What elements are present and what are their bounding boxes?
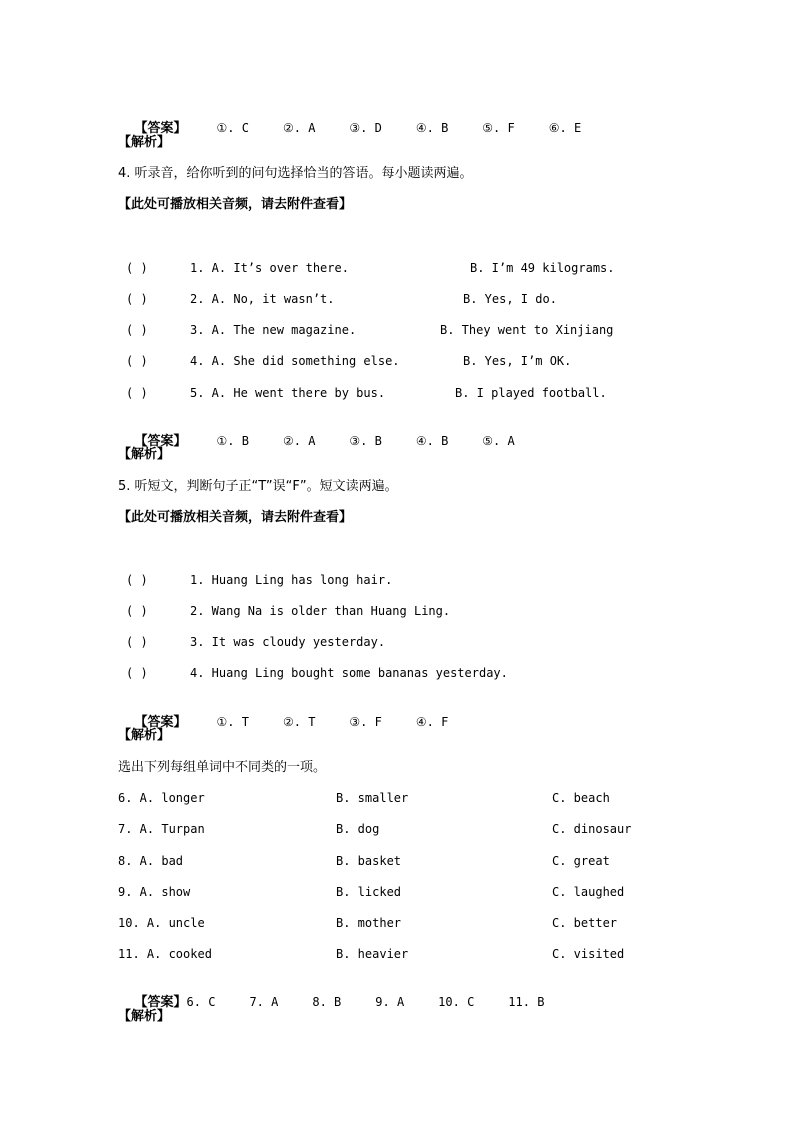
option-c: C. dinosaur [552,822,632,836]
statement-row [118,635,678,651]
option-a: 4. A. She did something else. [190,354,400,368]
question-row [118,354,678,370]
answer-item: 9. A [375,995,405,1009]
answer-list [187,995,579,1009]
option-b: B. licked [336,885,402,899]
answer-list [217,121,616,135]
option-b: B. dog [336,822,380,836]
analysis-label: 【解析】 [118,728,171,743]
option-b: B. smaller [336,791,409,805]
answer-blank: ( ) [126,292,148,306]
answer-item: 8. B [312,995,342,1009]
option-a: 3. A. The new magazine. [190,323,357,337]
sec6-answer-line [118,978,578,1027]
option-b: B. basket [336,854,402,868]
option-a: 10. A. uncle [118,916,205,930]
word-group-row [0,947,794,963]
option-a: 9. A. show [118,885,191,899]
answer-item: ③. F [349,715,382,729]
option-b: B. Yes, I’m OK. [463,354,572,368]
answer-item: 6. C [186,995,216,1009]
statement-text: 2. Wang Na is older than Huang Ling. [190,604,451,618]
answer-list [217,434,549,448]
statement-text: 1. Huang Ling has long hair. [190,573,393,587]
statement-text: 3. It was cloudy yesterday. [190,635,386,649]
sec5-answer-line [118,698,482,747]
answer-item: ④. B [415,434,449,448]
option-a: 5. A. He went there by bus. [190,386,386,400]
answer-item: 10. C [438,995,475,1009]
answer-item: ⑥. E [548,121,582,135]
audio-note: 【此处可播放相关音频，请去附件查看】 [118,197,353,212]
answer-item: ②. A [282,121,316,135]
statement-row [118,604,678,620]
option-b: B. mother [336,916,402,930]
option-a: 2. A. No, it wasn’t. [190,292,335,306]
answer-item: ①. T [216,715,249,729]
option-c: C. beach [552,791,610,805]
option-a: 6. A. longer [118,791,205,805]
audio-note: 【此处可播放相关音频，请去附件查看】 [118,510,353,525]
answer-item: ⑤. F [482,121,515,135]
option-c: C. laughed [552,885,625,899]
answer-item: ④. B [415,121,449,135]
answer-blank: ( ) [126,573,148,587]
option-a: 1. A. It’s over there. [190,261,349,275]
option-c: C. great [552,854,610,868]
answer-label: 【答案】 [134,715,187,730]
answer-blank: ( ) [126,666,148,680]
word-group-row [0,916,794,932]
option-b: B. heavier [336,947,409,961]
sec4-answer-line [118,417,549,466]
statement-row [118,573,678,589]
answer-item: ④. F [415,715,449,729]
question-row [118,292,678,308]
analysis-label: 【解析】 [118,135,171,150]
answer-item: ②. A [282,434,316,448]
word-group-row [0,791,794,807]
answer-label: 【答案】 [134,434,187,449]
option-b: B. I’m 49 kilograms. [470,261,615,275]
sec6-heading: 选出下列每组单词中不同类的一项。 [118,760,327,775]
sec5-heading: 5. 听短文，判断句子正“T”误“F”。短文读两遍。 [118,479,398,494]
answer-item: 7. A [249,995,279,1009]
statement-text: 4. Huang Ling bought some bananas yesterday. [190,666,508,680]
answer-item: ③. B [349,434,382,448]
analysis-label: 【解析】 [118,447,171,462]
option-c: C. better [552,916,618,930]
sec4-heading: 4. 听录音，给你听到的问句选择恰当的答语。每小题读两遍。 [118,166,473,181]
answer-list [217,715,483,729]
word-group-row [0,854,794,870]
answer-blank: ( ) [126,386,148,400]
answer-blank: ( ) [126,354,148,368]
sec3-answer-line [118,104,615,153]
option-b: B. I played football. [455,386,607,400]
question-row [118,261,678,277]
answer-blank: ( ) [126,323,148,337]
question-row [118,323,678,339]
answer-item: 11. B [508,995,545,1009]
answer-blank: ( ) [126,604,148,618]
question-row [118,386,678,402]
analysis-label: 【解析】 [118,1009,171,1024]
word-group-row [0,822,794,838]
answer-label: 【答案】 [134,995,187,1010]
option-b: B. They went to Xinjiang [440,323,614,337]
option-a: 11. A. cooked [118,947,212,961]
answer-item: ①. C [216,121,249,135]
option-b: B. Yes, I do. [463,292,557,306]
option-a: 7. A. Turpan [118,822,205,836]
answer-item: ①. B [216,434,249,448]
answer-label: 【答案】 [134,121,187,136]
answer-blank: ( ) [126,635,148,649]
answer-item: ⑤. A [482,434,515,448]
option-c: C. visited [552,947,625,961]
answer-item: ②. T [282,715,316,729]
option-a: 8. A. bad [118,854,184,868]
answer-blank: ( ) [126,261,148,275]
answer-item: ③. D [349,121,382,135]
word-group-row [0,885,794,901]
statement-row [118,666,678,682]
